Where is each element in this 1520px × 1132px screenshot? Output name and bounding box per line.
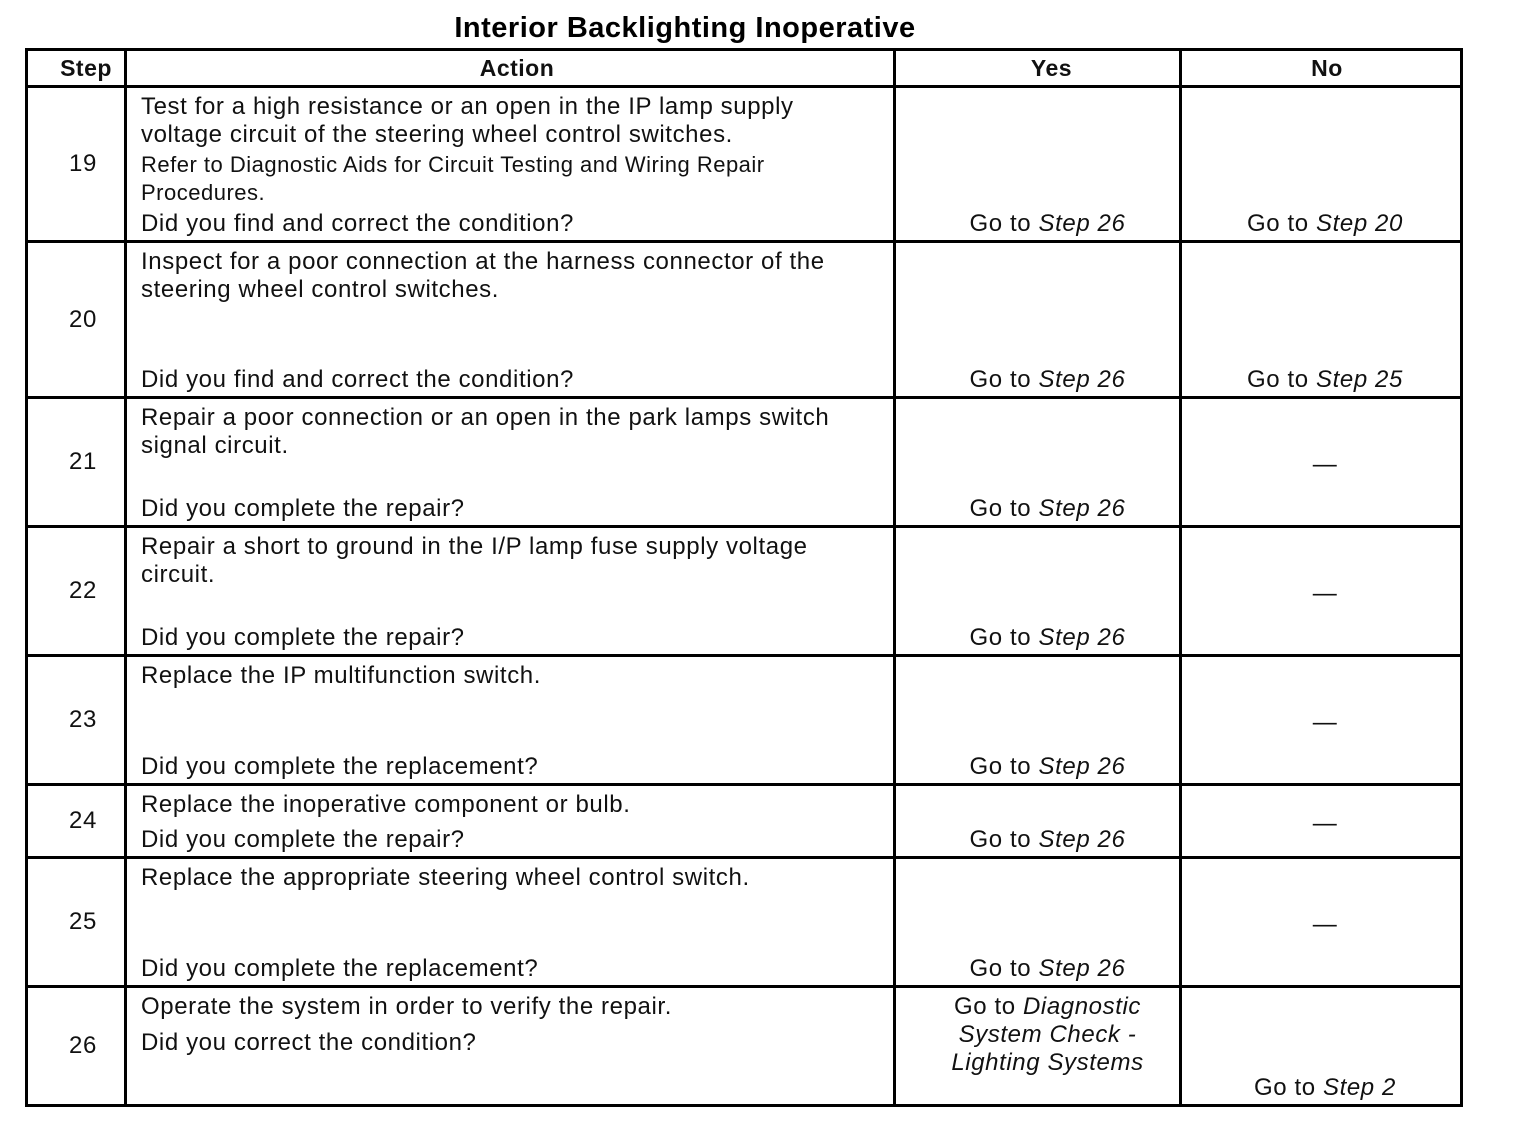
no-cell (1182, 859, 1460, 985)
no-result (1254, 1074, 1396, 1102)
action-instructions (141, 533, 863, 589)
yes-target: Diagnostic System Check - Lighting Systems (951, 993, 1144, 1076)
no-cell (1182, 399, 1460, 525)
action-instructions (141, 248, 863, 304)
diagnostic-table (25, 48, 1463, 1107)
yes-target: Step 26 (1038, 495, 1126, 522)
yes-result (970, 624, 1126, 652)
yes-prefix: Go to (969, 366, 1032, 393)
no-dash: — (1312, 450, 1338, 478)
no-cell (1182, 243, 1460, 396)
yes-prefix: Go to (969, 210, 1032, 237)
action-text: Replace the appropriate steering wheel control switch. (141, 864, 750, 891)
no-dash: — (1312, 579, 1338, 607)
action-instructions (141, 864, 863, 892)
yes-prefix: Go to (953, 993, 1016, 1020)
action-instructions (141, 93, 863, 207)
yes-target: Step 26 (1038, 624, 1126, 651)
yes-cell (896, 657, 1179, 783)
step-number: 20 (28, 243, 124, 396)
step-number: 25 (28, 859, 124, 985)
no-dash: — (1312, 708, 1338, 736)
action-text: Replace the IP multifunction switch. (141, 662, 542, 689)
header-yes: Yes (896, 51, 1179, 85)
yes-prefix: Go to (969, 495, 1032, 522)
action-text: Repair a short to ground in the I/P lamp fuse supply voltage circuit. (141, 533, 808, 588)
no-dash: — (1312, 910, 1338, 938)
step-number: 21 (28, 399, 124, 525)
action-cell (127, 657, 893, 783)
yes-target: Step 26 (1038, 753, 1126, 780)
no-target: Step 25 (1316, 366, 1403, 393)
action-cell (127, 399, 893, 525)
no-prefix: Go to (1254, 1074, 1316, 1101)
yes-target: Step 26 (1038, 210, 1126, 237)
action-instructions (141, 993, 863, 1021)
action-question: Did you complete the replacement? (141, 955, 539, 982)
yes-result (943, 993, 1153, 1077)
step-number: 24 (28, 786, 124, 856)
no-target: Step 20 (1316, 210, 1403, 237)
yes-cell (896, 988, 1179, 1104)
action-cell (127, 528, 893, 654)
action-text: Inspect for a poor connection at the harness connector of the steering wheel control switches. (141, 248, 825, 303)
yes-prefix: Go to (969, 826, 1032, 853)
yes-prefix: Go to (969, 753, 1032, 780)
action-text: Operate the system in order to verify the repair. (141, 993, 672, 1020)
header-step: Step (28, 51, 124, 85)
no-dash: — (1312, 809, 1338, 837)
action-cell (127, 88, 893, 240)
yes-cell (896, 88, 1179, 240)
action-cell (127, 988, 893, 1104)
yes-result (970, 366, 1126, 394)
action-note: Refer to Diagnostic Aids for Circuit Testing and Wiring Repair Procedures. (141, 152, 765, 205)
no-result (1247, 366, 1403, 394)
action-question: Did you correct the condition? (141, 1029, 477, 1056)
step-number: 26 (28, 988, 124, 1104)
action-question: Did you complete the repair? (141, 624, 465, 651)
action-text: Repair a poor connection or an open in the park lamps switch signal circuit. (141, 404, 830, 459)
no-cell (1182, 528, 1460, 654)
yes-cell (896, 528, 1179, 654)
yes-prefix: Go to (969, 624, 1032, 651)
yes-target: Step 26 (1038, 955, 1126, 982)
yes-result (970, 495, 1126, 523)
action-instructions (141, 404, 863, 460)
header-no: No (1182, 51, 1460, 85)
no-prefix: Go to (1247, 366, 1309, 393)
yes-cell (896, 859, 1179, 985)
yes-target: Step 26 (1038, 366, 1126, 393)
page-title: Interior Backlighting Inoperative (454, 12, 916, 44)
step-number: 22 (28, 528, 124, 654)
action-cell (127, 243, 893, 396)
action-text: Replace the inoperative component or bulb. (141, 791, 631, 818)
action-instructions (141, 791, 863, 819)
no-target: Step 2 (1322, 1074, 1396, 1101)
no-cell (1182, 88, 1460, 240)
yes-cell (896, 786, 1179, 856)
yes-cell (896, 243, 1179, 396)
no-cell (1182, 657, 1460, 783)
no-result (1247, 210, 1403, 238)
yes-result (970, 753, 1126, 781)
yes-result (970, 210, 1126, 238)
action-instructions (141, 662, 863, 690)
no-cell (1182, 786, 1460, 856)
yes-result (970, 826, 1126, 854)
action-question: Did you complete the repair? (141, 495, 465, 522)
action-question: Did you complete the replacement? (141, 753, 539, 780)
action-text: Test for a high resistance or an open in the IP lamp supply voltage circuit of the steering wheel control switches. (141, 93, 794, 148)
yes-cell (896, 399, 1179, 525)
action-question: Did you find and correct the condition? (141, 210, 574, 237)
no-prefix: Go to (1247, 210, 1309, 237)
action-question: Did you complete the repair? (141, 826, 465, 853)
step-number: 19 (28, 88, 124, 240)
action-question: Did you find and correct the condition? (141, 366, 574, 393)
action-cell (127, 859, 893, 985)
yes-target: Step 26 (1038, 826, 1126, 853)
yes-prefix: Go to (969, 955, 1032, 982)
no-cell (1182, 988, 1460, 1104)
action-cell (127, 786, 893, 856)
step-number: 23 (28, 657, 124, 783)
yes-result (970, 955, 1126, 983)
header-action: Action (127, 51, 893, 85)
